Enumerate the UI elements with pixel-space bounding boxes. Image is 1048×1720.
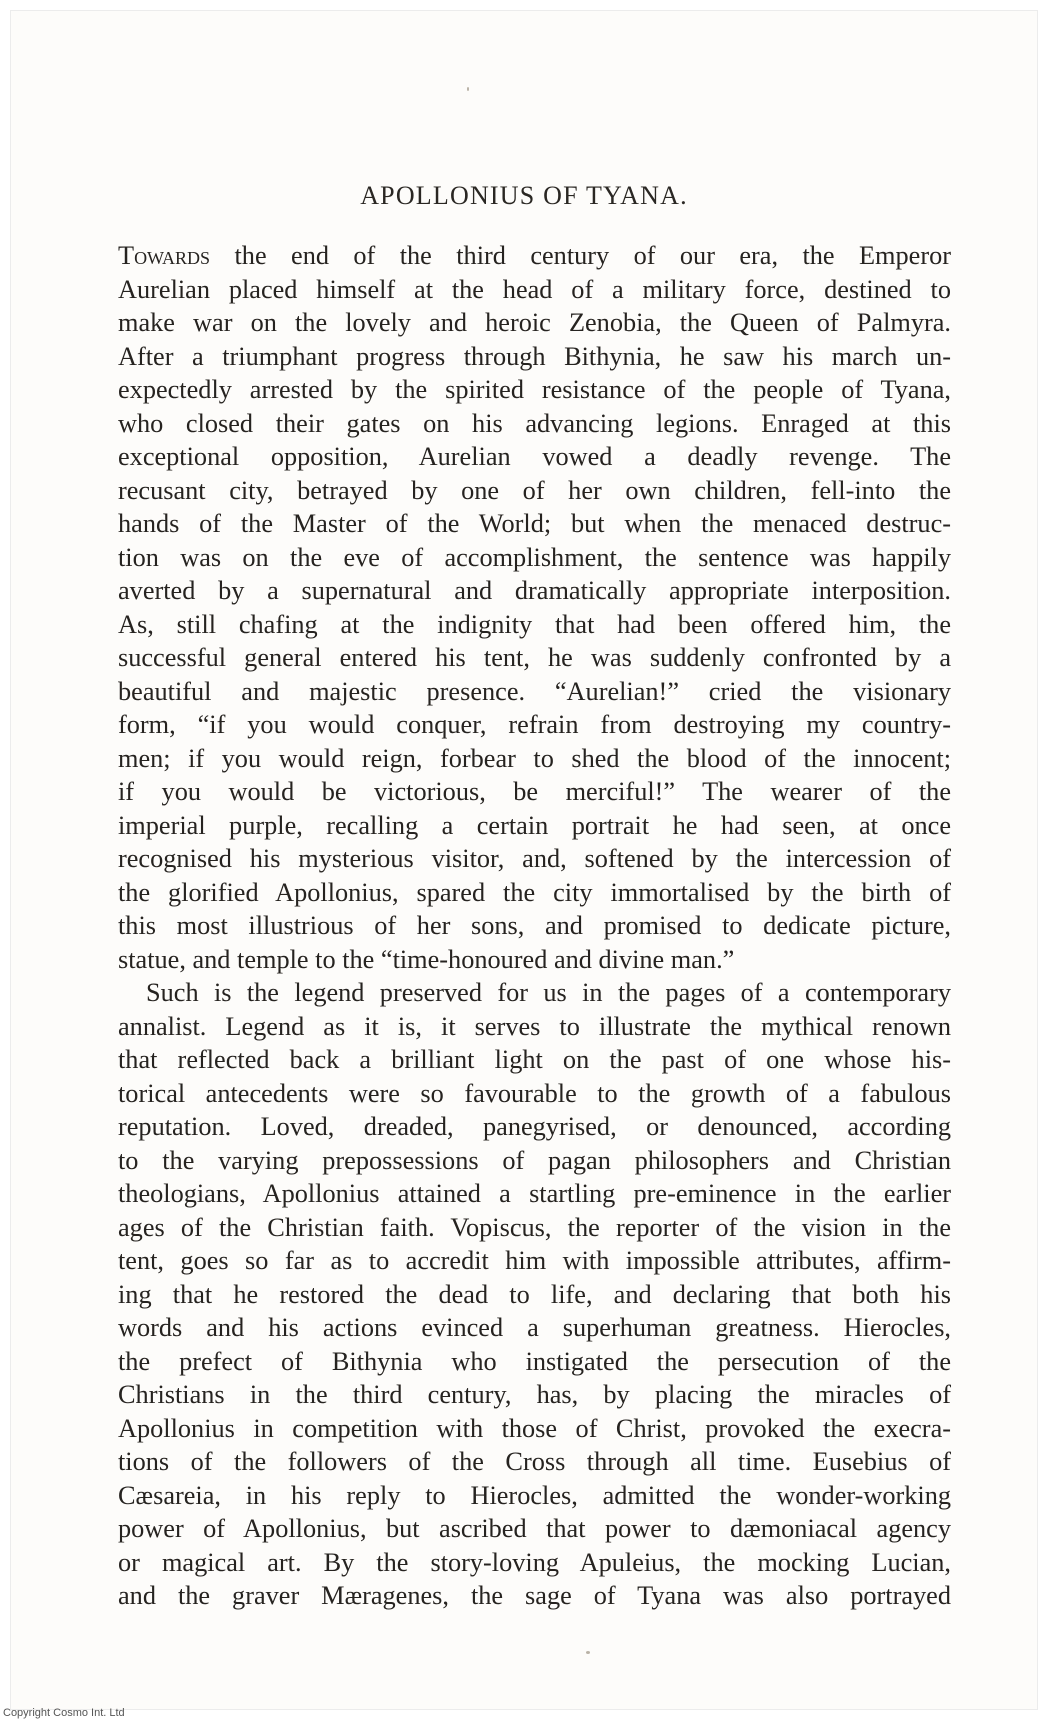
text-line: annalist. Legend as it is, it serves to illustrate the mythical renown — [118, 1011, 951, 1041]
drop-word: Towards — [118, 241, 211, 270]
text-line: recognised his mysterious visitor, and, softened by the intercession of — [118, 844, 951, 873]
text-line: expectedly arrested by the spirited resistance of the people of Tyana, — [118, 375, 951, 404]
text-line: if you would be victorious, be merciful!” The wearer of the — [118, 777, 951, 806]
text-line: to the varying prepossessions of pagan philosophers and Christian — [118, 1145, 951, 1175]
text-line: statue, and temple to the “time-honoured and divine man.” — [118, 944, 735, 974]
text-line: hands of the Master of the World; but when the menaced destruc- — [118, 509, 951, 538]
text-line: who closed their gates on his advancing legions. Enraged at this — [118, 408, 951, 438]
text-line: the prefect of Bithynia who instigated the persecution of the — [118, 1346, 951, 1376]
text-line: torical antecedents were so favourable to the growth of a fabulous — [118, 1078, 951, 1108]
text-line: Cæsareia, in his reply to Hierocles, admitted the wonder-working — [118, 1480, 951, 1510]
text-line: beautiful and majestic presence. “Aurelian!” cried the visionary — [118, 676, 951, 706]
text-line: tion was on the eve of accomplishment, the sentence was happily — [118, 542, 951, 572]
article-body — [118, 239, 951, 1613]
text-line: As, still chafing at the indignity that had been offered him, the — [118, 609, 951, 639]
text-line: theologians, Apollonius attained a startling pre-eminence in the earlier — [118, 1179, 951, 1208]
text-line: make war on the lovely and heroic Zenobia, the Queen of Palmyra. — [118, 308, 951, 337]
text-line: recusant city, betrayed by one of her own children, fell-into the — [118, 475, 951, 505]
text-line: Apollonius in competition with those of Christ, provoked the execra- — [118, 1413, 951, 1443]
text-line: Aurelian placed himself at the head of a military force, destined to — [118, 274, 951, 304]
text-line: words and his actions evinced a superhuman greatness. Hierocles, — [118, 1313, 951, 1342]
ink-speck — [467, 87, 469, 91]
text-line: Christians in the third century, has, by placing the miracles of — [118, 1380, 951, 1409]
text-line: successful general entered his tent, he was suddenly confronted by a — [118, 643, 951, 672]
text-line: ing that he restored the dead to life, and declaring that both his — [118, 1279, 951, 1309]
paragraph-2 — [118, 976, 951, 1613]
text-line: this most illustrious of her sons, and promised to dedicate picture, — [118, 911, 951, 940]
text-line: and the graver Mæragenes, the sage of Tyana was also portrayed — [118, 1581, 951, 1610]
text-line: form, “if you would conquer, refrain from destroying my country- — [118, 710, 951, 739]
text-line: men; if you would reign, forbear to shed the blood of the innocent; — [118, 743, 951, 773]
document-page — [10, 10, 1038, 1710]
paragraph-1 — [118, 239, 951, 976]
text-line: power of Apollonius, but ascribed that power to dæmoniacal agency — [118, 1514, 951, 1543]
text-line: ages of the Christian faith. Vopiscus, the reporter of the vision in the — [118, 1212, 951, 1242]
copyright-notice: Copyright Cosmo Int. Ltd — [3, 1707, 125, 1719]
text-line: Towards the end of the third century of our era, the Emperor — [118, 241, 951, 270]
text-line: or magical art. By the story-loving Apuleius, the mocking Lucian, — [118, 1547, 951, 1577]
text-line: exceptional opposition, Aurelian vowed a deadly revenge. The — [118, 442, 951, 471]
text-line: reputation. Loved, dreaded, panegyrised, or denounced, according — [118, 1112, 951, 1141]
ink-speck — [586, 1651, 590, 1654]
text-line: Such is the legend preserved for us in the pages of a contemporary — [146, 978, 951, 1007]
text-line: tions of the followers of the Cross through all time. Eusebius of — [118, 1447, 951, 1476]
text-line: the glorified Apollonius, spared the city immortalised by the birth of — [118, 877, 951, 907]
text-line: that reflected back a brilliant light on the past of one whose his- — [118, 1045, 951, 1074]
text-line: averted by a supernatural and dramatically appropriate interposition. — [118, 576, 951, 605]
text-line: tent, goes so far as to accredit him with impossible attributes, affirm- — [118, 1246, 951, 1275]
text-line: imperial purple, recalling a certain portrait he had seen, at once — [118, 810, 951, 840]
text-line: After a triumphant progress through Bithynia, he saw his march un- — [118, 341, 951, 371]
page-title: APOLLONIUS OF TYANA. — [360, 181, 688, 210]
